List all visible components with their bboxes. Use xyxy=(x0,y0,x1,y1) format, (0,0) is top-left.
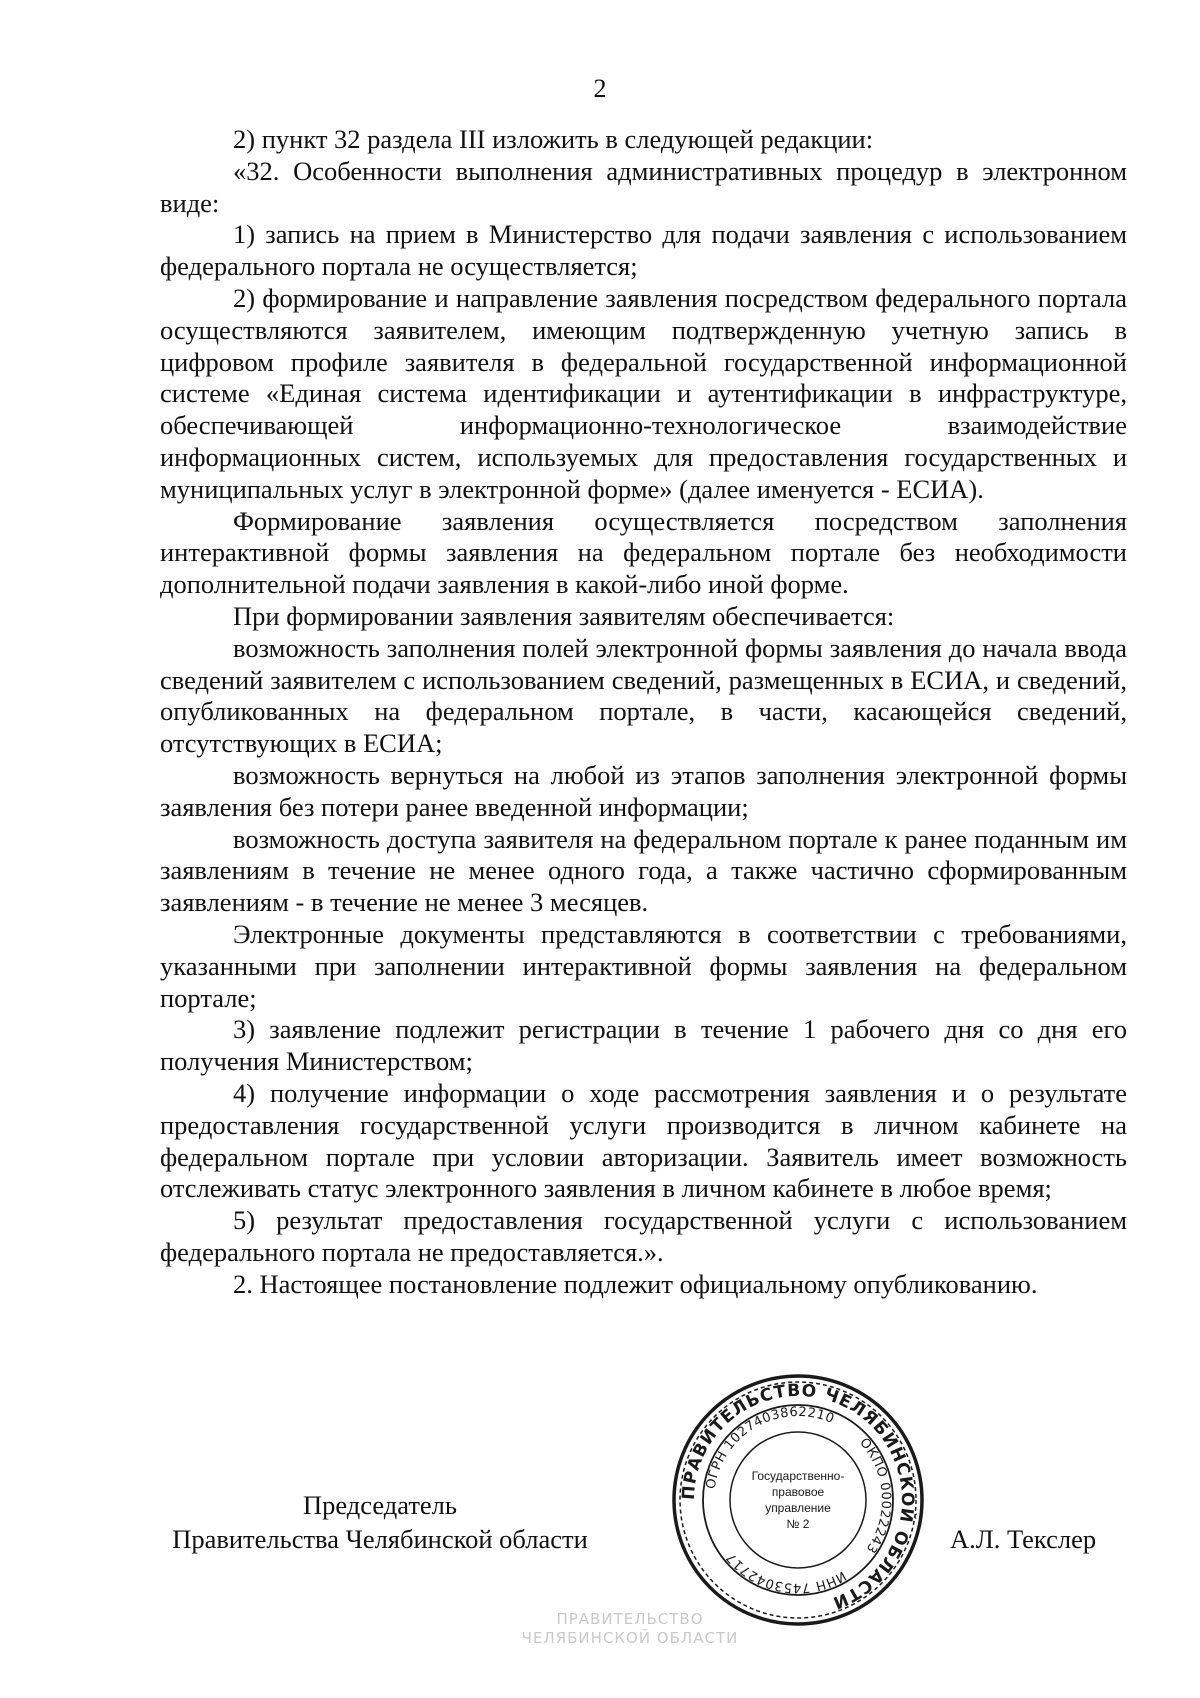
paragraph-6: При формировании заявления заявителям обеспечивается: xyxy=(233,600,895,631)
seal-inn: ИНН 7453042717 xyxy=(723,1549,849,1596)
seal-okpo: ОКПО 00022243 xyxy=(856,1435,894,1556)
signatory-title-line1: Председатель xyxy=(303,1490,457,1520)
faint-stamp-line2: ЧЕЛЯБИНСКОЙ ОБЛАСТИ xyxy=(521,1629,739,1647)
document-body xyxy=(160,124,1127,1300)
paragraph-1: 2) пункт 32 раздела III изложить в следующей редакции: xyxy=(233,124,874,154)
paragraph-10: Электронные документы представляются в соответствии с требованиями, указанными при заполнении интерактивной формы заявления на федеральном портале; xyxy=(160,918,1127,1013)
paragraph-9: возможность доступа заявителя на федеральном портале к ранее поданным им заявлениям в течение не менее одного года, а также частично сформированным заявлениям - в течение не менее 3 месяцев. xyxy=(160,823,1127,918)
faint-stamp-impression xyxy=(500,1610,760,1648)
paragraph-12: 4) получение информации о ходе рассмотрения заявления и о результате предоставления государственной услуги производится в личном кабинете на федеральном портале при условии авторизации. Заявитель имеет возможность отслеживать статус электронного заявления в личном кабинете в любое время; xyxy=(160,1077,1127,1204)
seal-outer-text: ПРАВИТЕЛЬСТВО ЧЕЛЯБИНСКОЙ ОБЛАСТИ xyxy=(678,1380,918,1613)
paragraph-4: 2) формирование и направление заявления посредством федерального портала осуществляются заявителем, имеющим подтвержденную учетную запись в цифровом профиле заявителя в федеральной государственной информационной системе «Единая система идентификации и аутентификации в инфраструктуре, обеспечивающей информационно-технологическое взаимодействие информационных систем, используемых для предоставления государственных и муниципальных услуг в электронной форме» (далее именуется - ЕСИА). xyxy=(160,282,1127,504)
faint-stamp-line1: ПРАВИТЕЛЬСТВО xyxy=(556,1610,704,1628)
paragraph-3: 1) запись на прием в Министерство для подачи заявления с использованием федерального портала не осуществляется; xyxy=(160,219,1127,282)
seal-center-line1: Государственно- xyxy=(751,1469,845,1483)
page-number: 2 xyxy=(593,74,607,103)
paragraph-5: Формирование заявления осуществляется посредством заполнения интерактивной формы заявления на федеральном портале без необходимости дополнительной подачи заявления в какой-либо иной форме. xyxy=(160,505,1127,600)
seal-ogrn: ОГРН 1027403862210 xyxy=(703,1404,837,1491)
seal-center-line2: правовое xyxy=(771,1485,825,1499)
signatory-name: А.Л. Текслер xyxy=(950,1524,1097,1554)
paragraph-8: возможность вернуться на любой из этапов заполнения электронной формы заявления без потери ранее введенной информации; xyxy=(160,759,1127,822)
signatory-title-line2: Правительства Челябинской области xyxy=(172,1524,588,1554)
seal-center-line4: № 2 xyxy=(786,1517,810,1531)
seal-center-line3: управление xyxy=(765,1501,831,1515)
official-seal xyxy=(668,1370,928,1630)
signatory-title xyxy=(150,1488,610,1556)
paragraph-14: 2. Настоящее постановление подлежит официальному опубликованию. xyxy=(233,1268,1038,1299)
paragraph-2: «32. Особенности выполнения административных процедур в электронном виде: xyxy=(160,155,1127,218)
paragraph-13: 5) результат предоставления государственной услуги с использованием федерального портала не предоставляется.». xyxy=(160,1205,1127,1267)
paragraph-11: 3) заявление подлежит регистрации в течение 1 рабочего дня со дня его получения Министерством; xyxy=(160,1014,1127,1077)
paragraph-7: возможность заполнения полей электронной формы заявления до начала ввода сведений заявителем с использованием сведений, размещенных в ЕСИА, и сведений, опубликованных на федеральном портале, в части, касающейся сведений, отсутствующих в ЕСИА; xyxy=(160,632,1127,759)
svg-text:ИНН 7453042717 xyxy=(724,1549,849,1595)
